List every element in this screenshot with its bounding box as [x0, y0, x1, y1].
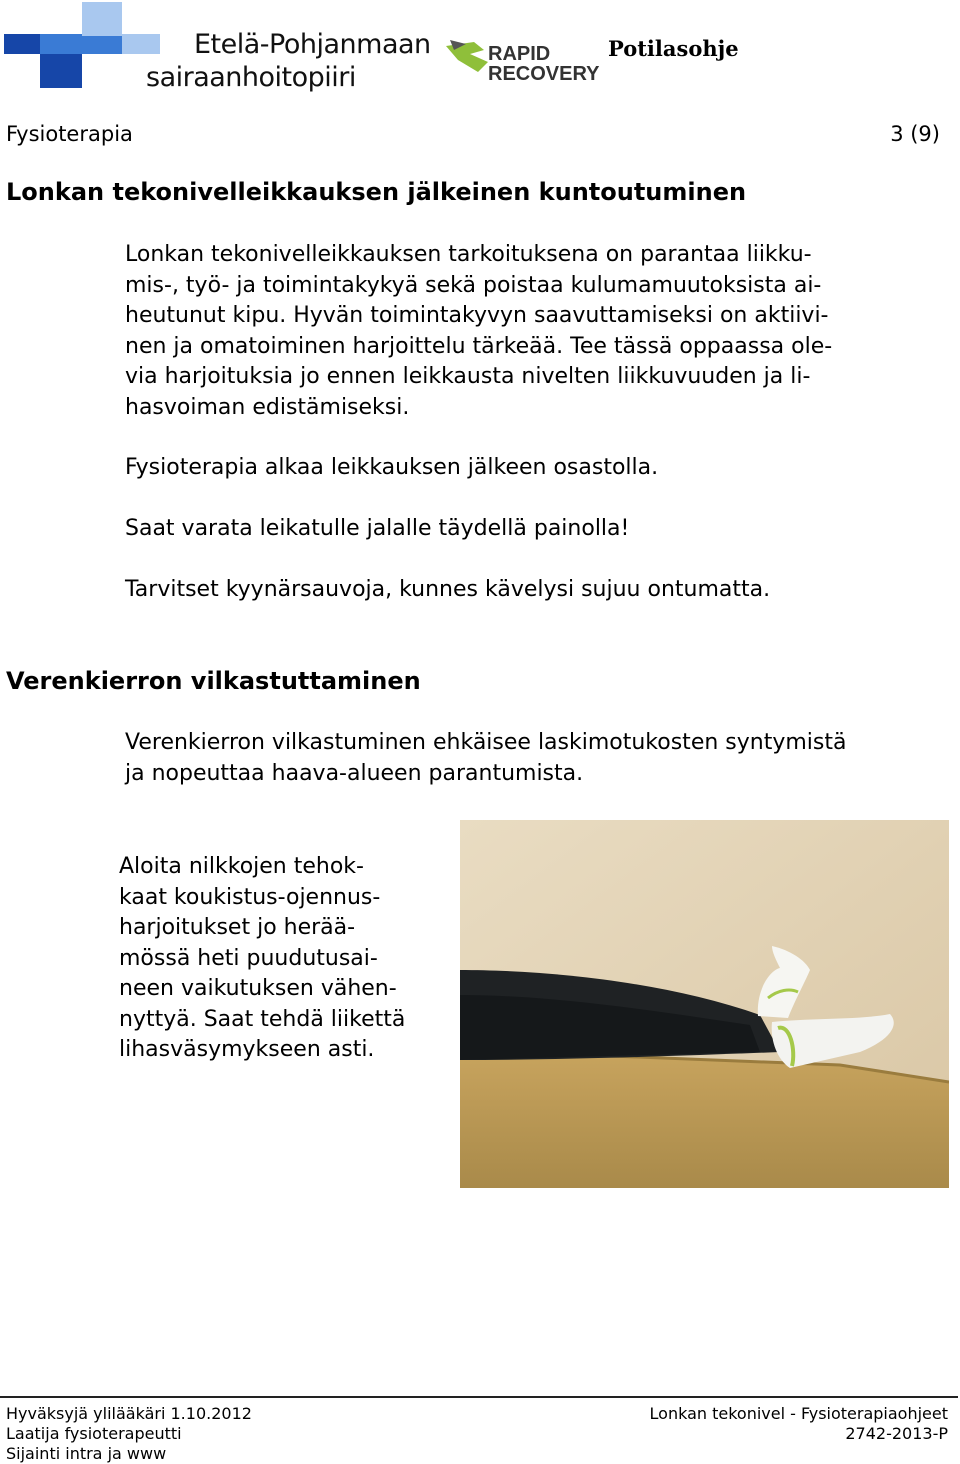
- document-type: Potilasohje: [608, 36, 739, 61]
- paragraph-line: Verenkierron vilkastuminen ehkäisee laskimotukosten syntymistä: [125, 730, 847, 755]
- partner-logo-line1: RAPID: [488, 43, 551, 65]
- org-name: [146, 28, 431, 94]
- partner-logo-line2: RECOVERY: [488, 63, 600, 85]
- footer-line: Laatija fysioterapeutti: [6, 1424, 182, 1443]
- footer-divider: [0, 1396, 958, 1398]
- footer-line: Lonkan tekonivel - Fysioterapiaohjeet: [649, 1404, 948, 1423]
- crutches-paragraph: Tarvitset kyynärsauvoja, kunnes kävelysi sujuu ontumatta.: [125, 577, 771, 602]
- paragraph-line: harjoitukset jo herää-: [119, 915, 356, 940]
- footer-line: Sijainti intra ja www: [6, 1444, 167, 1463]
- paragraph-line: Lonkan tekonivelleikkauksen tarkoituksena on parantaa liikku-: [125, 242, 812, 267]
- paragraph-line: neen vaikutuksen vähen-: [119, 976, 397, 1001]
- footer-line: Hyväksyjä ylilääkäri 1.10.2012: [6, 1404, 252, 1423]
- org-name-line2: sairaanhoitopiiri: [146, 62, 356, 93]
- paragraph-line: kaat koukistus-ojennus-: [119, 884, 381, 910]
- intro-paragraph: [125, 240, 832, 423]
- circulation-intro: [125, 728, 846, 789]
- partner-logo-text: [488, 44, 600, 84]
- paragraph-line: mis-, työ- ja toimintakykyä sekä poistaa kulumamuutoksista ai-: [125, 272, 822, 298]
- paragraph-line: hasvoiman edistämiseksi.: [125, 394, 410, 420]
- paragraph-line: nen ja omatoiminen harjoittelu tärkeää. Tee tässä oppaassa ole-: [125, 333, 833, 359]
- ankle-exercise-photo: [460, 820, 949, 1188]
- org-name-line1: Etelä-Pohjanmaan: [194, 29, 431, 60]
- ankle-exercise-instructions: [119, 852, 405, 1066]
- paragraph-line: ja nopeuttaa haava-alueen parantumista.: [125, 760, 584, 786]
- page-number: 3 (9): [890, 122, 940, 146]
- paragraph-line: lihasväsymykseen asti.: [119, 1037, 375, 1062]
- paragraph-line: Aloita nilkkojen tehok-: [119, 854, 364, 879]
- paragraph-line: nyttyä. Saat tehdä liikettä: [119, 1006, 406, 1032]
- running-header-section: Fysioterapia: [6, 122, 133, 146]
- footer-line: 2742-2013-P: [845, 1424, 948, 1443]
- paragraph-line: mössä heti puudutusai-: [119, 945, 378, 971]
- section-title-circulation: Verenkierron vilkastuttaminen: [6, 667, 421, 695]
- weight-bearing-paragraph: Saat varata leikatulle jalalle täydellä painolla!: [125, 516, 630, 541]
- section-title-rehabilitation: Lonkan tekonivelleikkauksen jälkeinen kuntoutuminen: [6, 178, 747, 206]
- hospital-district-logo-icon: [0, 0, 170, 90]
- physio-start-paragraph: Fysioterapia alkaa leikkauksen jälkeen osastolla.: [125, 455, 659, 480]
- footer-approval-info: [6, 1404, 252, 1464]
- footer-document-info: [650, 1404, 948, 1444]
- paragraph-line: via harjoituksia jo ennen leikkausta nivelten liikkuvuuden ja li-: [125, 364, 811, 389]
- paragraph-line: heutunut kipu. Hyvän toimintakyvyn saavuttamiseksi on aktiivi-: [125, 303, 829, 328]
